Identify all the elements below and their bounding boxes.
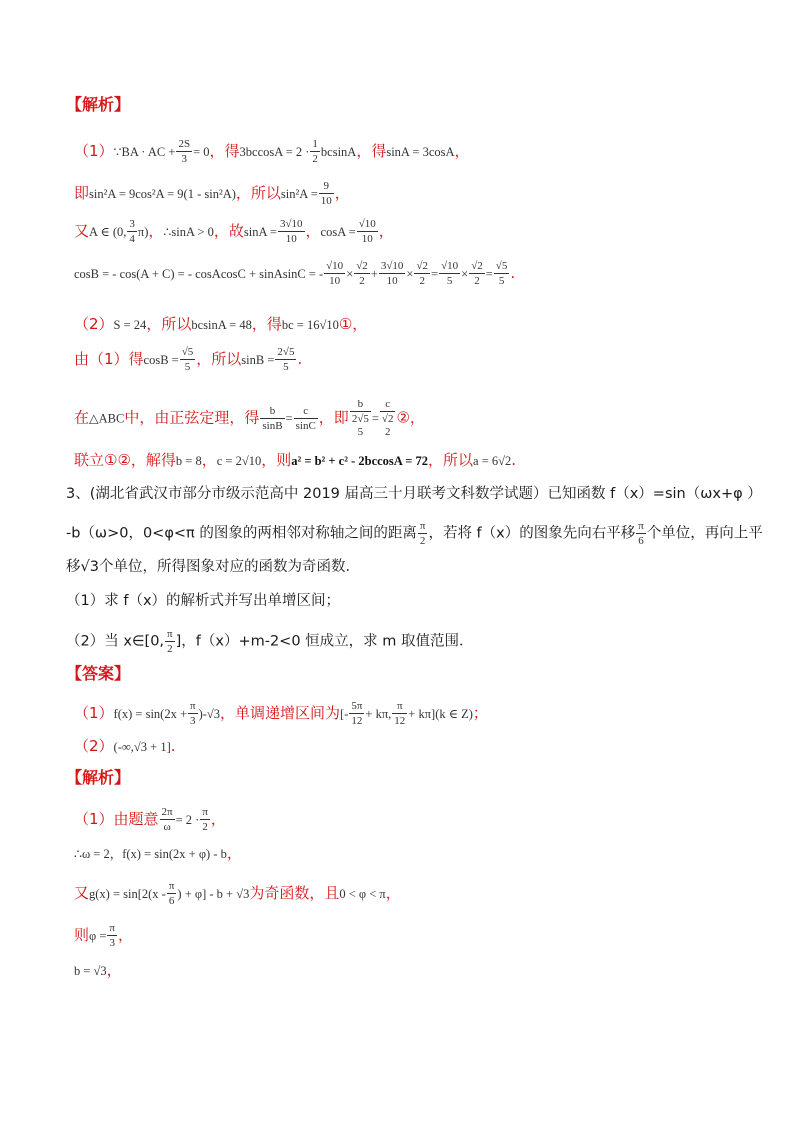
answer-line-1: （1）f(x) = sin(2x + $\frac{\pi}{3}$ )-√3，单调递增区间为[- $\frac{5\pi}{12}$ + kπ, $\frac{\pi}{12}$ + kπ](k ∈ Z)； xyxy=(74,700,488,727)
analysis-line-1: （1）∵BA · AC + $\frac{2S}{3}$ = 0，得3bccosA = 2 · $\frac{1}{2}$ bcsinA，得sinA = 3cosA， xyxy=(74,138,470,165)
section-title-analysis-2: 【解析】 xyxy=(66,768,131,787)
analysis2-line-3: 又g(x) = sin[2(x - $\frac{\pi}{6}$ ) + φ] - b + √3为奇函数，且0 < φ < π， xyxy=(74,880,401,907)
section-title-analysis: 【解析】 xyxy=(66,95,131,114)
section-title-answer: 【答案】 xyxy=(66,664,131,683)
analysis-line-2: 即sin²A = 9cos²A = 9(1 - sin²A)，所以sin²A = $\frac{9}{10}$ ， xyxy=(74,180,350,207)
question-3-line-1: 3、(湖北省武汉市部分市级示范高中 2019 届高三十月联考文科数学试题）已知函数 f（x）=sin（ωx+φ ） xyxy=(66,486,762,502)
analysis-line-4: cosB = - cos(A + C) = - cosAcosC + sinAsinC = - $\frac{√10}{10}$ × $\frac{√2}{2}$ + $\frac{3√10}{10}$ × $\frac{√2}{2}$ = $\frac{√10}{5}$ × $\frac{√2}{2}$ = $\frac{√5}{5}$ . xyxy=(74,260,516,287)
analysis-line-6: 由（1）得cosB = $\frac{√5}{5}$ ，所以sinB = $\frac{2√5}{5}$ . xyxy=(74,346,303,373)
analysis-line-8: 联立①②，解得b = 8，c = 2√10，则a² = b² + c² - 2bccosA = 72，所以a = 6√2. xyxy=(74,451,517,469)
analysis2-line-1: （1）由题意 $\frac{2\pi}{\omega}$ = 2 · $\frac{\pi}{2}$ ， xyxy=(74,806,226,833)
question-3-part-2: （2）当 x∈[0, $\frac{\pi}{2}$ ]，f（x）+m-2<0 恒成立，求 m 取值范围． xyxy=(66,628,474,655)
analysis2-line-2: ∴ω = 2，f(x) = sin(2x + φ) - b， xyxy=(74,844,242,862)
analysis2-line-4: 则φ = $\frac{\pi}{3}$ ， xyxy=(74,922,133,949)
answer-line-2: （2）(-∞,√3 + 1]. xyxy=(74,737,176,755)
question-3-line-3: 移√3个单位，所得图象对应的函数为奇函数． xyxy=(66,559,360,575)
analysis-line-3: 又A ∈ (0, $\frac{3}{4}$ π)，∴sinA > 0，故sinA = $\frac{3√10}{10}$ ，cosA = $\frac{√10}{10}$ ， xyxy=(74,218,394,245)
question-3-part-1: （1）求 f（x）的解析式并写出单增区间； xyxy=(66,593,341,609)
question-3-line-2: -b（ω>0，0<φ<π 的图象的两相邻对称轴之间的距离 $\frac{\pi}{2}$ ，若将 f（x）的图象先向右平移 $\frac{\pi}{6}$ 个单位，再向上平 xyxy=(66,520,763,547)
analysis-line-7: 在△ABC中，由正弦定理，得 $\frac{b}{\sin B}$ = $\frac{c}{\sin C}$ ，即 b 2√5 5 = c √2 2 ②， xyxy=(74,398,425,438)
analysis2-line-5: b = √3， xyxy=(74,961,122,979)
analysis-line-5: （2）S = 24，所以bcsinA = 48，得bc = 16√10①， xyxy=(74,315,368,333)
